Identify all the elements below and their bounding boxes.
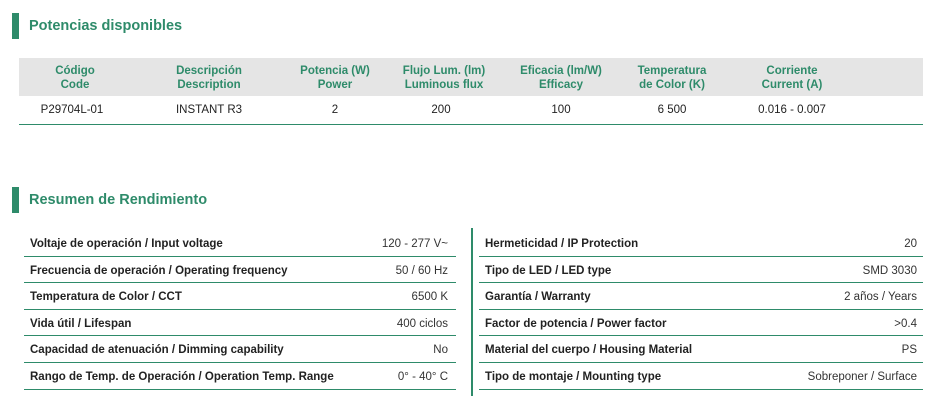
spec-label: Rango de Temp. de Operación / Operation Temp. Range — [30, 370, 334, 383]
power-table — [19, 58, 923, 125]
spec-row-input-voltage — [24, 230, 456, 257]
spec-row-cct — [24, 283, 456, 310]
spec-row-warranty — [479, 283, 923, 310]
header-description-es: Descripción — [176, 65, 242, 77]
spec-label: Voltaje de operación / Input voltage — [30, 238, 223, 250]
spec-row-power-factor — [479, 310, 923, 337]
header-description-en: Description — [177, 79, 241, 91]
spec-value: 2 años / Years — [844, 291, 917, 304]
header-current-en: Current (A) — [761, 79, 823, 91]
spec-row-operating-frequency — [24, 257, 456, 284]
spec-value: SMD 3030 — [862, 264, 917, 277]
spec-value: Sobreponer / Surface — [807, 370, 917, 383]
spec-row-dimming — [24, 336, 456, 363]
column-divider — [471, 228, 473, 396]
spec-value: >0.4 — [894, 317, 917, 330]
spec-value: 0° - 40° C — [397, 370, 448, 383]
cell-power: 2 — [331, 104, 339, 116]
spec-row-led-type — [479, 257, 923, 284]
summary-left-column — [24, 230, 456, 390]
section-title-power: Potencias disponibles — [29, 18, 183, 34]
spec-label: Hermeticidad / IP Protection — [485, 238, 639, 250]
spec-label: Frecuencia de operación / Operating frequency — [30, 264, 288, 277]
header-efficacy-es: Eficacia (lm/W) — [520, 65, 602, 77]
header-cct-es: Temperatura — [637, 65, 707, 77]
header-code — [55, 64, 95, 92]
cell-code: P29704L-01 — [40, 104, 104, 116]
header-efficacy — [520, 64, 602, 92]
header-code-es: Código — [55, 65, 95, 77]
spec-label: Vida útil / Lifespan — [30, 317, 132, 330]
spec-label: Tipo de LED / LED type — [485, 264, 612, 277]
header-current — [762, 64, 823, 92]
spec-value: 20 — [904, 238, 917, 250]
header-power — [300, 64, 370, 92]
section-accent-bar — [12, 13, 19, 39]
spec-row-ip-protection — [479, 230, 923, 257]
summary-right-column — [479, 230, 923, 390]
section-accent-bar — [12, 187, 19, 213]
cell-luminous-flux: 200 — [431, 104, 451, 116]
header-power-es: Potencia (W) — [300, 65, 370, 77]
cell-current: 0.016 - 0.007 — [758, 104, 826, 116]
spec-value: 120 - 277 V~ — [381, 238, 448, 250]
table-row — [19, 96, 923, 125]
section-title-summary: Resumen de Rendimiento — [29, 192, 208, 208]
section-header-summary — [12, 187, 207, 213]
power-table-header — [19, 58, 923, 96]
spec-label: Garantía / Warranty — [485, 291, 591, 304]
spec-row-lifespan — [24, 310, 456, 337]
header-efficacy-en: Efficacy — [538, 79, 584, 91]
spec-label: Tipo de montaje / Mounting type — [485, 370, 662, 383]
spec-value: 400 ciclos — [396, 317, 448, 330]
cell-description: INSTANT R3 — [175, 104, 243, 116]
spec-row-operation-temp — [24, 363, 456, 390]
spec-value: PS — [901, 344, 917, 357]
header-current-es: Corriente — [766, 65, 818, 77]
spec-row-mounting-type — [479, 363, 923, 390]
spec-value: 6500 K — [411, 291, 448, 304]
spec-value: 50 / 60 Hz — [395, 264, 448, 277]
header-description — [176, 64, 242, 92]
header-color-temperature — [638, 64, 707, 92]
spec-value: No — [433, 344, 448, 357]
cell-color-temperature: 6 500 — [657, 104, 687, 116]
spec-label: Capacidad de atenuación / Dimming capability — [30, 344, 284, 357]
header-cct-en: de Color (K) — [639, 79, 705, 91]
header-luminous-flux — [403, 64, 485, 92]
performance-summary — [24, 230, 923, 396]
spec-label: Factor de potencia / Power factor — [485, 317, 667, 330]
header-power-en: Power — [317, 79, 353, 91]
spec-row-housing-material — [479, 336, 923, 363]
header-flux-es: Flujo Lum. (lm) — [402, 65, 486, 77]
header-code-en: Code — [60, 79, 90, 91]
section-header-power — [12, 13, 182, 39]
spec-label: Material del cuerpo / Housing Material — [485, 344, 693, 357]
cell-efficacy: 100 — [551, 104, 571, 116]
spec-label: Temperatura de Color / CCT — [30, 291, 182, 304]
header-flux-en: Luminous flux — [404, 79, 484, 91]
